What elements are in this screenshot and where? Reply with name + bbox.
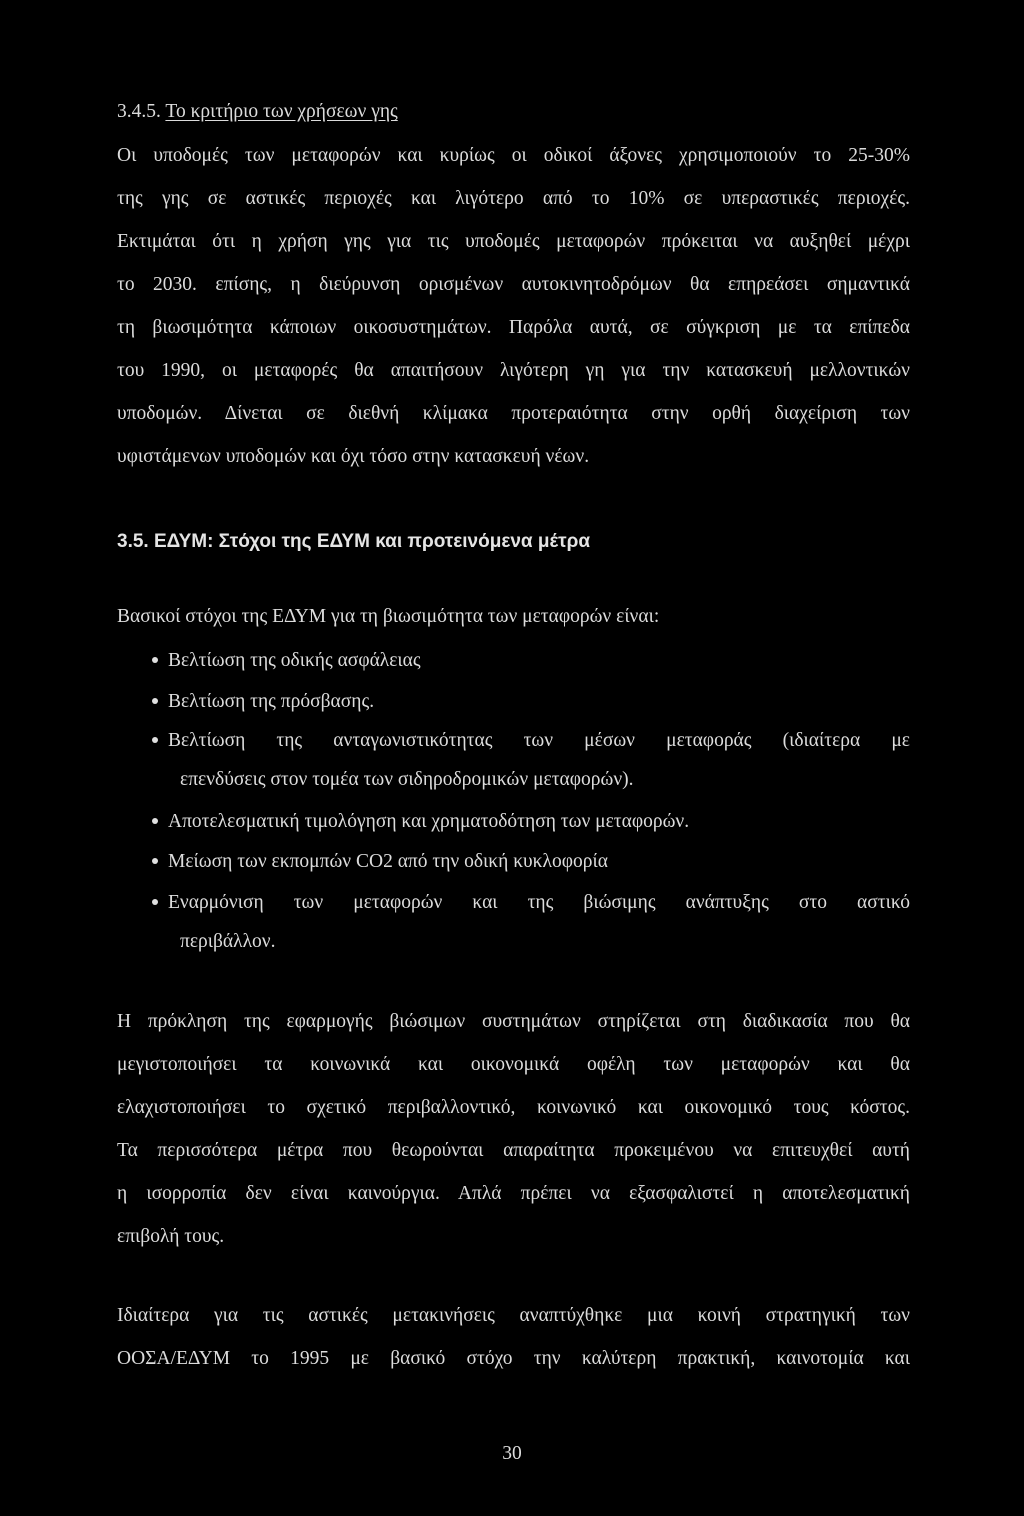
para3-line-2: ΟΟΣΑ/ΕΔΥΜ το 1995 με βασικό στόχο την καλύτερη πρακτική, καινοτομία και [117, 1348, 910, 1369]
bullet-text: Βελτίωση της ανταγωνιστικότητας των μέσων μεταφοράς (ιδιαίτερα με [168, 730, 910, 751]
para2-line-2: μεγιστοποιήσει τα κοινωνικά και οικονομικά οφέλη των μεταφορών και θα [117, 1054, 910, 1075]
para2-line-6: επιβολή τους. [117, 1226, 225, 1247]
bullet-item [152, 649, 910, 673]
para3-line-1: Ιδιαίτερα για τις αστικές μετακινήσεις αναπτύχθηκε μια κοινή στρατηγική των [117, 1305, 910, 1326]
para2-line-4: Τα περισσότερα μέτρα που θεωρούνται απαραίτητα προκειμένου να επιτευχθεί αυτή [117, 1140, 910, 1161]
bullet-continuation: επενδύσεις στον τομέα των σιδηροδρομικών μεταφορών). [180, 769, 634, 790]
para1-line-3: Εκτιμάται ότι η χρήση γης για τις υποδομές μεταφορών πρόκειται να αυξηθεί μέχρι [117, 231, 910, 252]
bullet-text: Βελτίωση της οδικής ασφάλειας [168, 650, 421, 671]
bullet-icon [152, 657, 158, 663]
section-35-heading: 3.5. ΕΔΥΜ: Στόχοι της ΕΔΥΜ και προτεινόμενα μέτρα [117, 531, 591, 552]
bullet-text: Μείωση των εκπομπών CO2 από την οδική κυκλοφορία [168, 851, 608, 872]
para2-line-3: ελαχιστοποιήσει το σχετικό περιβαλλοντικό, κοινωνικό και οικονομικό τους κόστος. [117, 1097, 910, 1118]
bullet-item [152, 891, 910, 915]
bullet-icon [152, 899, 158, 905]
bullet-item [152, 690, 910, 714]
bullet-icon [152, 698, 158, 704]
bullet-icon [152, 737, 158, 743]
para1-line-6: του 1990, οι μεταφορές θα απαιτήσουν λιγότερη γη για την κατασκευή μελλοντικών [117, 360, 910, 381]
section-345-title: Το κριτήριο των χρήσεων γης [165, 101, 398, 122]
bullet-text: Εναρμόνιση των μεταφορών και της βιώσιμης ανάπτυξης στο αστικό [168, 892, 910, 913]
bullet-item [152, 810, 910, 834]
para1-line-8: υφιστάμενων υποδομών και όχι τόσο στην κατασκευή νέων. [117, 446, 590, 467]
section-345-heading [117, 100, 398, 124]
bullet-text: Βελτίωση της πρόσβασης. [168, 691, 375, 712]
goals-intro: Βασικοί στόχοι της ΕΔΥΜ για τη βιωσιμότητα των μεταφορών είναι: [117, 606, 660, 627]
para1-line-7: υποδομών. Δίνεται σε διεθνή κλίμακα προτεραιότητα στην ορθή διαχείριση των [117, 403, 910, 424]
para2-line-1: Η πρόκληση της εφαρμογής βιώσιμων συστημάτων στηρίζεται στη διαδικασία που θα [117, 1011, 910, 1032]
para1-line-4: το 2030. επίσης, η διεύρυνση ορισμένων αυτοκινητοδρόμων θα επηρεάσει σημαντικά [117, 274, 910, 295]
page-number: 30 [502, 1443, 522, 1464]
bullet-icon [152, 858, 158, 864]
bullet-icon [152, 818, 158, 824]
bullet-item [152, 729, 910, 753]
bullet-item [152, 850, 910, 874]
section-345-number: 3.4.5. [117, 101, 161, 122]
para1-line-2: της γης σε αστικές περιοχές και λιγότερο από το 10% σε υπεραστικές περιοχές. [117, 188, 910, 209]
para1-line-1: Οι υποδομές των μεταφορών και κυρίως οι οδικοί άξονες χρησιμοποιούν το 25-30% [117, 145, 910, 166]
bullet-text: Αποτελεσματική τιμολόγηση και χρηματοδότηση των μεταφορών. [168, 811, 690, 832]
para2-line-5: η ισορροπία δεν είναι καινούργια. Απλά πρέπει να εξασφαλιστεί η αποτελεσματική [117, 1183, 910, 1204]
para1-line-5: τη βιωσιμότητα κάποιων οικοσυστημάτων. Παρόλα αυτά, σε σύγκριση με τα επίπεδα [117, 317, 910, 338]
bullet-continuation: περιβάλλον. [180, 931, 276, 952]
